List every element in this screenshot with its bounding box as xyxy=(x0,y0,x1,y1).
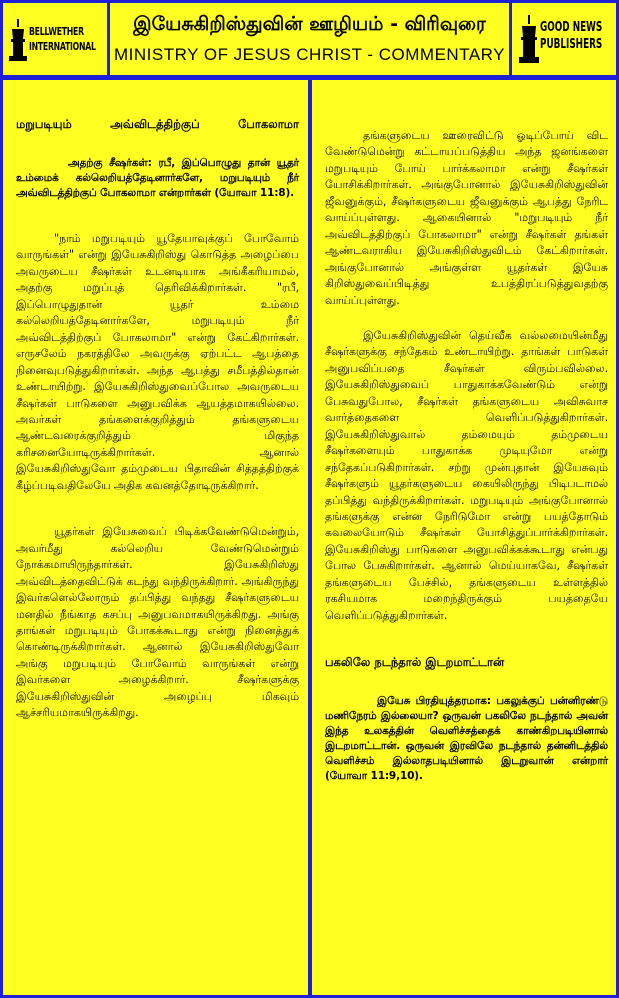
left-column xyxy=(3,80,308,995)
scripture-quote: அதற்கு சீஷர்கள்: ரபீ, இப்பொழுது தான் யூதர் உம்மைக் கல்லெறியத்தேடினார்களே, மறுபடியும் நீர் அவ்விடத்திற்குப் போகலாமா என்றார்கள் (யோவா 11:8). xyxy=(16,157,299,199)
body-paragraph: யூதர்கள் இயேசுவைப் பிடிக்கவேண்டுமென்றும், அவர்மீது கல்லெறிய வேண்டுமென்றும் நோக்கமாயிருந்தார்கள். இயேசுகிறிஸ்து அவ்விடத்தைவிட்டுக் கடந்து வந்திருக்கிறார். அங்கிருந்து இவர்களெல்லோரும் தப்பித்து வந்தது சீஷர்களுடைய மனதில் நீங்காத கசப்பு அனுபவமாகயிருக்கிறது. அங்கு தாங்கள் மறுபடியும் போகக்கூடாது என்று நினைத்துக் கொண்டிருக்கிறார்கள். ஆனால் இயேசுகிறிஸ்துவோ அங்கு மறுபடியும் போவோம் வாருங்கள் என்று இவர்களை அழைக்கிறார். சீஷர்களுக்கு இயேசுகிறிஸ்துவின் அழைப்பு மிகவும் ஆச்சரியமாகயிருக்கிறது. xyxy=(16,525,299,720)
body-paragraph: தங்களுடைய ஊரைவிட்டு ஓடிப்போய் விட வேண்டுமென்று கட்டாயப்படுத்திய அந்த ஜனங்களை மறுபடியும் போய் பார்க்கலாமா என்று சீஷர்கள் யோசிக்கிறார்கள். அங்குபோனால் இயேசுகிறிஸ்துவின் ஜீவனுக்கும், சீஷர்களுடைய ஜீவனுக்கும் ஆபத்து நேரிட வாய்ப்புள்ளது. ஆகையினால் "மறுபடியும் நீர் அவ்விடத்திற்குப் போகலாமா" என்று சீஷர்கள் தங்கள் ஆண்டவராகிய இயேசுகிறிஸ்துவிடம் கேட்கிறார்கள். அங்குபோனால் அங்குள்ள யூதர்கள் இயேசு கிறிஸ்துவைப்பிடித்து உபத்திரப்படுத்துவதற்கு வாய்ப்புள்ளது. xyxy=(325,129,608,307)
left-logo-line-1: BELLWETHER xyxy=(29,26,84,38)
body-paragraph: இயேசுகிறிஸ்துவின் தெய்வீக வல்லமையின்மீது சீஷர்களுக்கு சந்தேகம் உண்டாயிற்று. தாங்கள் பாடுகள் அனுபவிப்பதை சீஷர்கள் விரும்பவில்லை. இயேசுகிறிஸ்துவைப் பாதுகாக்கவேண்டும் என்று பேசுவதுபோல, சீஷர்கள் தங்களுடைய அவிசுவாச வார்த்தைகளை வெளிப்படுத்துகிறார்கள். இயேசுகிறிஸ்துவால் தம்மையும் தம்முடைய சீஷர்களையும் பாதுகாக்க முடியுமோ என்று சந்தேகப்படுகிறார்கள். சற்று முன்புதான் இயேசுவும் சீஷர்களும் யூதர்களுடைய கையிலிருந்து பிடிபடாமல் தப்பித்து வந்திருக்கிறார்கள். மறுபடியும் அங்குபோனால் தங்களுக்கு என்ன நேரிடுமோ என்று பயத்தோடும் கவலையோடும் சீஷர்கள் யோசித்துப்பார்க்கிறார்கள். இயேசுகிறிஸ்து பாடுகளை அனுபவிக்கக்கூடாது என்பது போல பேசுகிறார்கள். ஆனால் மெய்யாகவே, சீஷர்கள் தங்களுடைய பேச்சில், தங்களுடைய உள்ளத்தில் ரகசியமாக மறைந்திருக்கும் பயத்தையே வெளிப்படுத்துகிறார்கள். xyxy=(325,328,608,622)
left-logo-line-2: INTERNATIONAL xyxy=(29,41,96,53)
left-logo-box xyxy=(3,3,107,75)
english-title: MINISTRY OF JESUS CHRIST - COMMENTARY xyxy=(114,45,505,64)
bell-tower-icon xyxy=(9,19,29,63)
right-logo-box xyxy=(512,3,616,75)
title-box xyxy=(110,3,509,75)
good-news-logo xyxy=(518,15,613,65)
section-heading: மறுபடியும் அவ்விடத்திற்குப் போகலாமா xyxy=(16,117,299,131)
bellwether-logo xyxy=(9,19,104,63)
right-column xyxy=(312,80,616,995)
body-paragraph: "நாம் மறுபடியும் யூதேயாவுக்குப் போவோம் வாருங்கள்" என்று இயேசுகிறிஸ்து கொடுத்த அழைப்பை அவருடைய சீஷர்கள் உடனடியாக அங்கீகரியாமல், அதற்கு மறுப்புத் தெரிவிக்கிறார்கள். "ரபீ, இப்பொழுதுதான் யூதர் உம்மை கல்லெறியத்தேடினார்களே, மறுபடியும் நீர் அவ்விடத்திற்குப் போகலாமா" என்று கேட்கிறார்கள். எருசலேம் நகரத்திலே அவருக்கு ஏற்பட்ட ஆபத்தை நினைவுபடுத்துகிறார்கள். அந்த ஆபத்து சமீபத்தில்தான் உண்டாயிற்று. இயேசுகிறிஸ்துவைப்போல அவருடைய சீஷர்கள் பாடுகளை அனுபவிக்க ஆயத்தமாகயில்லை. அவர்கள் தங்களைக்குறித்தும் தங்களுடைய ஆண்டவரைக்குறித்தும் மிகுந்த கரிசனையோடிருக்கிறார்கள். ஆனால் இயேசுகிறிஸ்துவோ தம்முடைய பிதாவின் சித்தத்திற்குக் கீழ்ப்படிவதிலேயே அதிக கவனத்தோடிருக்கிறார். xyxy=(16,232,299,492)
right-logo-line-2: PUBLISHERS xyxy=(540,37,603,52)
header-bar xyxy=(0,0,619,78)
section-heading: பகலிலே நடந்தால் இடறமாட்டான் xyxy=(325,655,505,670)
tamil-title: இயேசுகிறிஸ்துவின் ஊழியம் - விரிவுரை xyxy=(133,13,486,35)
right-logo-line-1: GOOD NEWS xyxy=(540,20,603,35)
bell-tower-icon xyxy=(518,15,540,65)
scripture-quote: இயேசு பிரதியுத்தரமாக: பகலுக்குப் பன்னிரண்டு மணிநேரம் இல்லையா? ஒருவன் பகலிலே நடந்தால் அவன் இந்த உலகத்தின் வெளிச்சத்தைக் காண்கிறபடியினால் இடறமாட்டான். ஒருவன் இரவிலே நடந்தால் தன்னிடத்தில் வெளிச்சம் இல்லாதபடியினால் இடறுவான் என்றார் (யோவா 11:9,10). xyxy=(325,695,608,783)
